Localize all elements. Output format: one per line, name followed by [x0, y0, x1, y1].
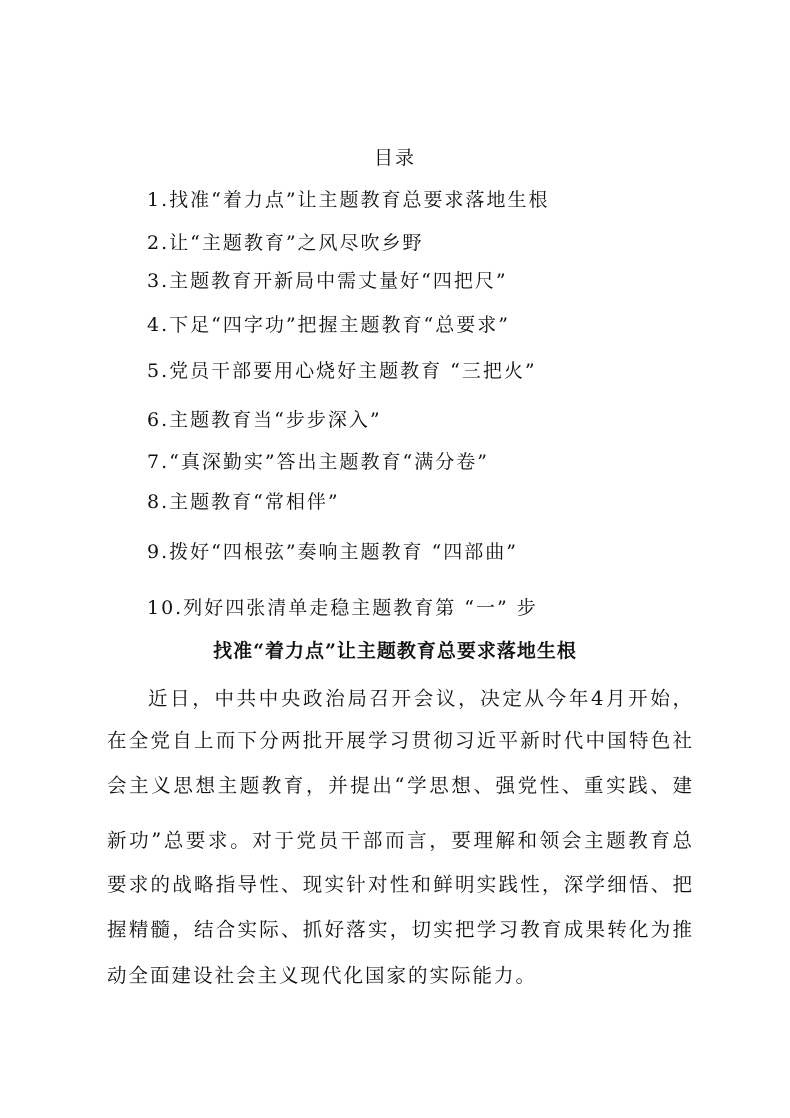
toc-item-10: 10.列好四张清单走稳主题教育第 “一” 步	[147, 597, 538, 619]
toc-item-2: 2.让“主题教育”之风尽吹乡野	[147, 232, 424, 254]
toc-item-1: 1.找准“着力点”让主题教育总要求落地生根	[147, 189, 550, 211]
paragraph-line: 握精髓，结合实际、抓好落实，切实把学习教育成果转化为推	[107, 918, 692, 941]
toc-item-4: 4.下足“四字功”把握主题教育“总要求”	[147, 314, 510, 336]
paragraph-line: 新功”总要求。对于党员干部而言，要理解和领会主题教育总	[107, 829, 692, 852]
article-title: 找准“着力点”让主题教育总要求落地生根	[213, 640, 577, 662]
paragraph-line: 会主义思想主题教育，并提出“学思想、强党性、重实践、建	[107, 774, 692, 797]
toc-item-3: 3.主题教育开新局中需丈量好“四把尺”	[147, 270, 508, 292]
toc-item-7: 7.“真深勤实”答出主题教育“满分卷”	[147, 451, 489, 473]
toc-item-5: 5.党员干部要用心烧好主题教育 “三把火”	[147, 360, 537, 382]
toc-item-8: 8.主题教育“常相伴”	[147, 491, 340, 513]
paragraph-line: 动全面建设社会主义现代化国家的实际能力。	[107, 964, 538, 987]
toc-item-9: 9.拨好“四根弦”奏响主题教育 “四部曲”	[147, 541, 519, 563]
paragraph-line: 在全党自上而下分两批开展学习贯彻习近平新时代中国特色社	[107, 729, 692, 752]
paragraph-line: 近日，中共中央政治局召开会议，决定从今年4月开始，	[148, 687, 692, 710]
paragraph-line: 要求的战略指导性、现实针对性和鲜明实践性，深学细悟、把	[107, 873, 692, 896]
toc-item-6: 6.主题教育当“步步深入”	[147, 409, 382, 431]
toc-title: 目录	[373, 147, 416, 169]
